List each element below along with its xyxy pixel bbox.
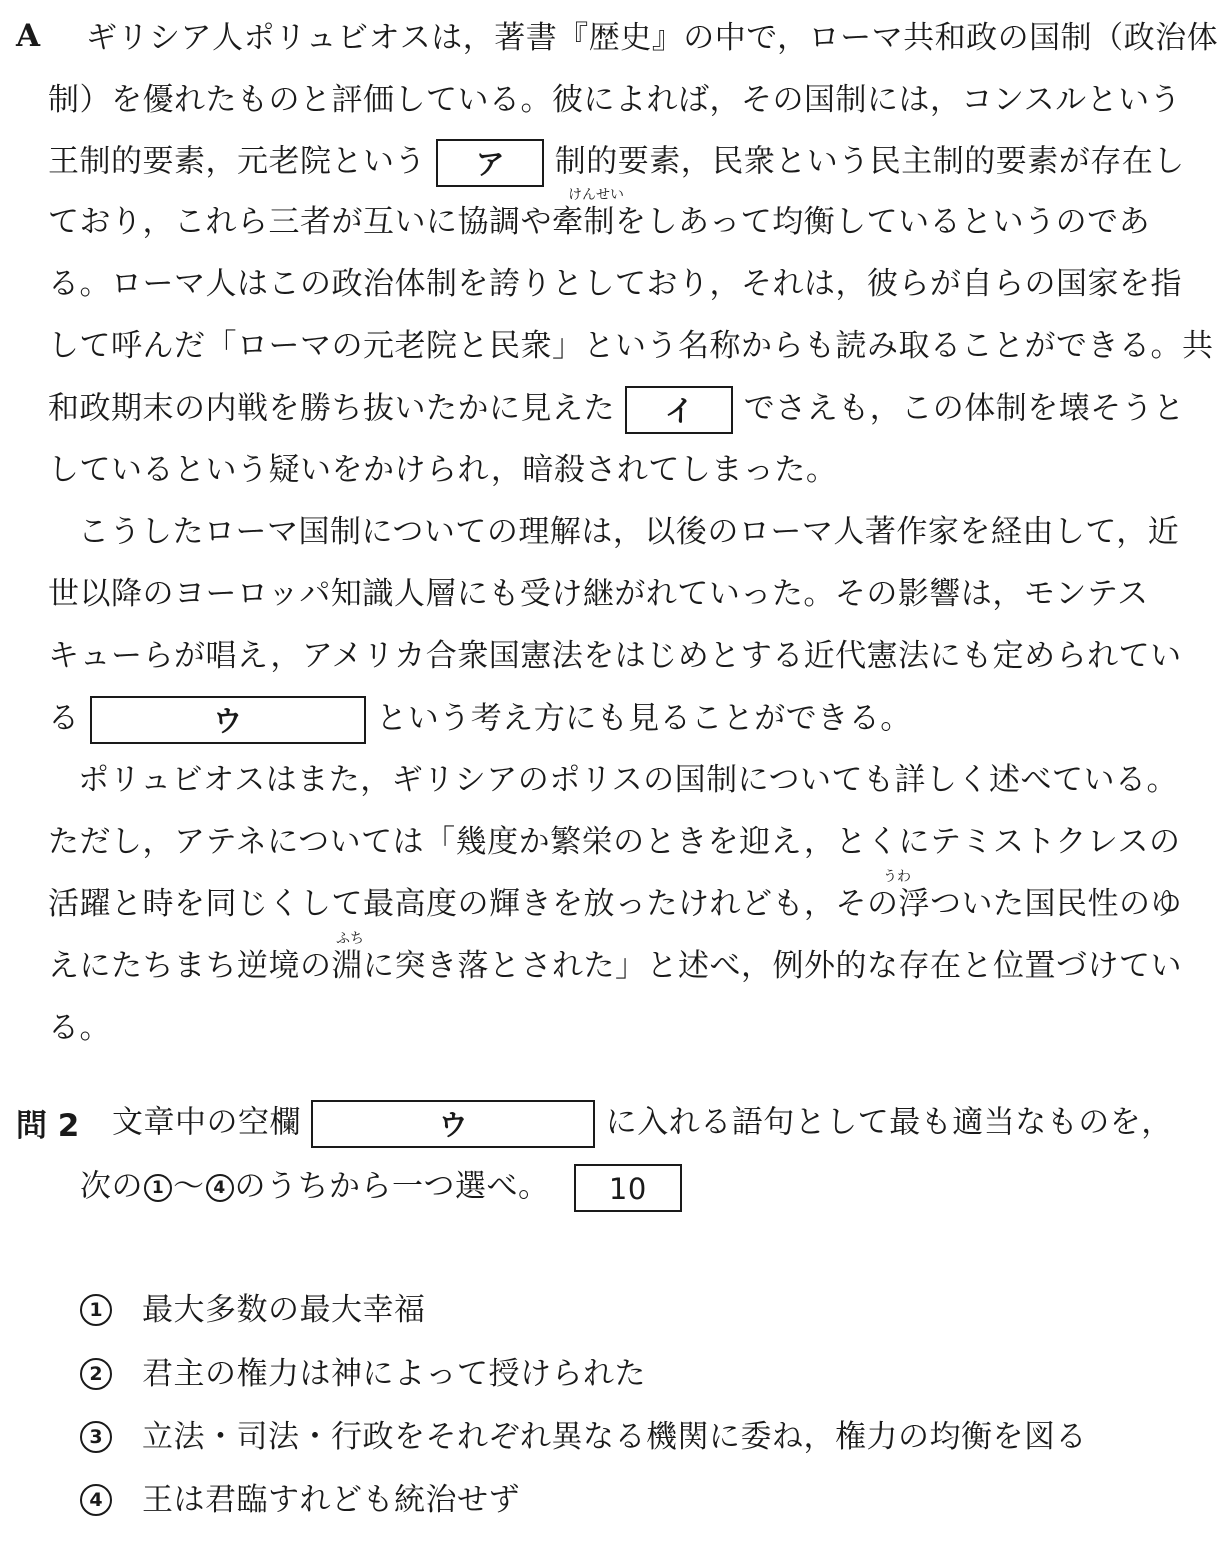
line-text: 制的要素，民衆という民主制的要素が存在し <box>554 143 1185 180</box>
blank-i: イ <box>625 386 733 434</box>
circled-number-1: 1 <box>144 1174 172 1202</box>
choice-number: 4 <box>80 1484 112 1516</box>
paragraph-line: ギリシア人ポリュビオスは，著書『歴史』の中で，ローマ共和政の国制（政治体 <box>86 20 1219 56</box>
paragraph-line: えにたちまち逆境の淵に突き落とされた」と述べ，例外的な存在と位置づけてい <box>48 948 1182 984</box>
answer-number-box: 10 <box>574 1164 682 1212</box>
line-text: のうちから一つ選べ。 <box>234 1168 550 1205</box>
choice-text: 王は君臨すれども統治せず <box>142 1482 520 1518</box>
ruby-uwa: うわ <box>883 869 911 885</box>
paragraph-line <box>48 386 1185 434</box>
ruby-fuchi: ふち <box>336 931 364 947</box>
line-text: 王制的要素，元老院という <box>48 143 426 180</box>
section-marker: A <box>16 18 41 54</box>
question-label: 問 2 <box>16 1108 80 1144</box>
choice-text: 立法・司法・行政をそれぞれ異なる機関に委ね，権力の均衡を図る <box>142 1419 1087 1455</box>
paragraph-line: キューらが唱え，アメリカ合衆国憲法をはじめとする近代憲法にも定められてい <box>48 638 1182 674</box>
line-text: でさえも，この体制を壊そうと <box>743 390 1185 427</box>
paragraph-line: ており，これら三者が互いに協調や牽制をしあって均衡しているというのであ <box>48 204 1151 240</box>
tilde: ～ <box>173 1168 205 1205</box>
circled-number-4: 4 <box>206 1174 234 1202</box>
paragraph-line: しているという疑いをかけられ，暗殺されてしまった。 <box>48 452 838 488</box>
blank-a: ア <box>436 139 544 187</box>
question-line <box>112 1100 1173 1148</box>
paragraph-line <box>48 696 912 744</box>
line-text: 和政期末の内戦を勝ち抜いたかに見えた <box>48 390 615 427</box>
choice-text: 最大多数の最大幸福 <box>142 1292 426 1328</box>
question-line <box>80 1164 682 1212</box>
line-text: に入れる語句として最も適当なものを， <box>605 1104 1173 1141</box>
paragraph-line: ただし，アテネについては「幾度か繁栄のときを迎え，とくにテミストクレスの <box>48 824 1181 860</box>
choice-number: 1 <box>80 1294 112 1326</box>
paragraph-line: こうしたローマ国制についての理解は，以後のローマ人著作家を経由して，近 <box>78 514 1180 550</box>
paragraph-line: 制）を優れたものと評価している。彼によれば，その国制には，コンスルという <box>48 82 1182 118</box>
line-text: る <box>48 700 80 737</box>
line-text: 次の <box>80 1168 143 1205</box>
blank-u-question: ウ <box>311 1100 595 1148</box>
paragraph-line: 世以降のヨーロッパ知識人層にも受け継がれていった。その影響は，モンテス <box>48 576 1149 612</box>
paragraph-line <box>48 139 1185 187</box>
line-text: 文章中の空欄 <box>112 1104 301 1141</box>
line-text: という考え方にも見ることができる。 <box>376 700 912 737</box>
paragraph-line: ポリュビオスはまた，ギリシアのポリスの国制についても詳しく述べている。 <box>78 762 1179 798</box>
choice-number: 2 <box>80 1358 112 1390</box>
paragraph-line: 活躍と時を同じくして最高度の輝きを放ったけれども，その浮ついた国民性のゆ <box>48 886 1182 922</box>
ruby-kensei: けんせい <box>568 187 624 203</box>
paragraph-line: る。 <box>48 1010 111 1046</box>
choice-text: 君主の権力は神によって授けられた <box>142 1356 646 1392</box>
choice-number: 3 <box>80 1421 112 1453</box>
paragraph-line: して呼んだ「ローマの元老院と民衆」という名称からも読み取ることができる。共 <box>48 328 1214 364</box>
blank-u: ウ <box>90 696 366 744</box>
paragraph-line: る。ローマ人はこの政治体制を誇りとしており，それは，彼らが自らの国家を指 <box>48 266 1182 302</box>
